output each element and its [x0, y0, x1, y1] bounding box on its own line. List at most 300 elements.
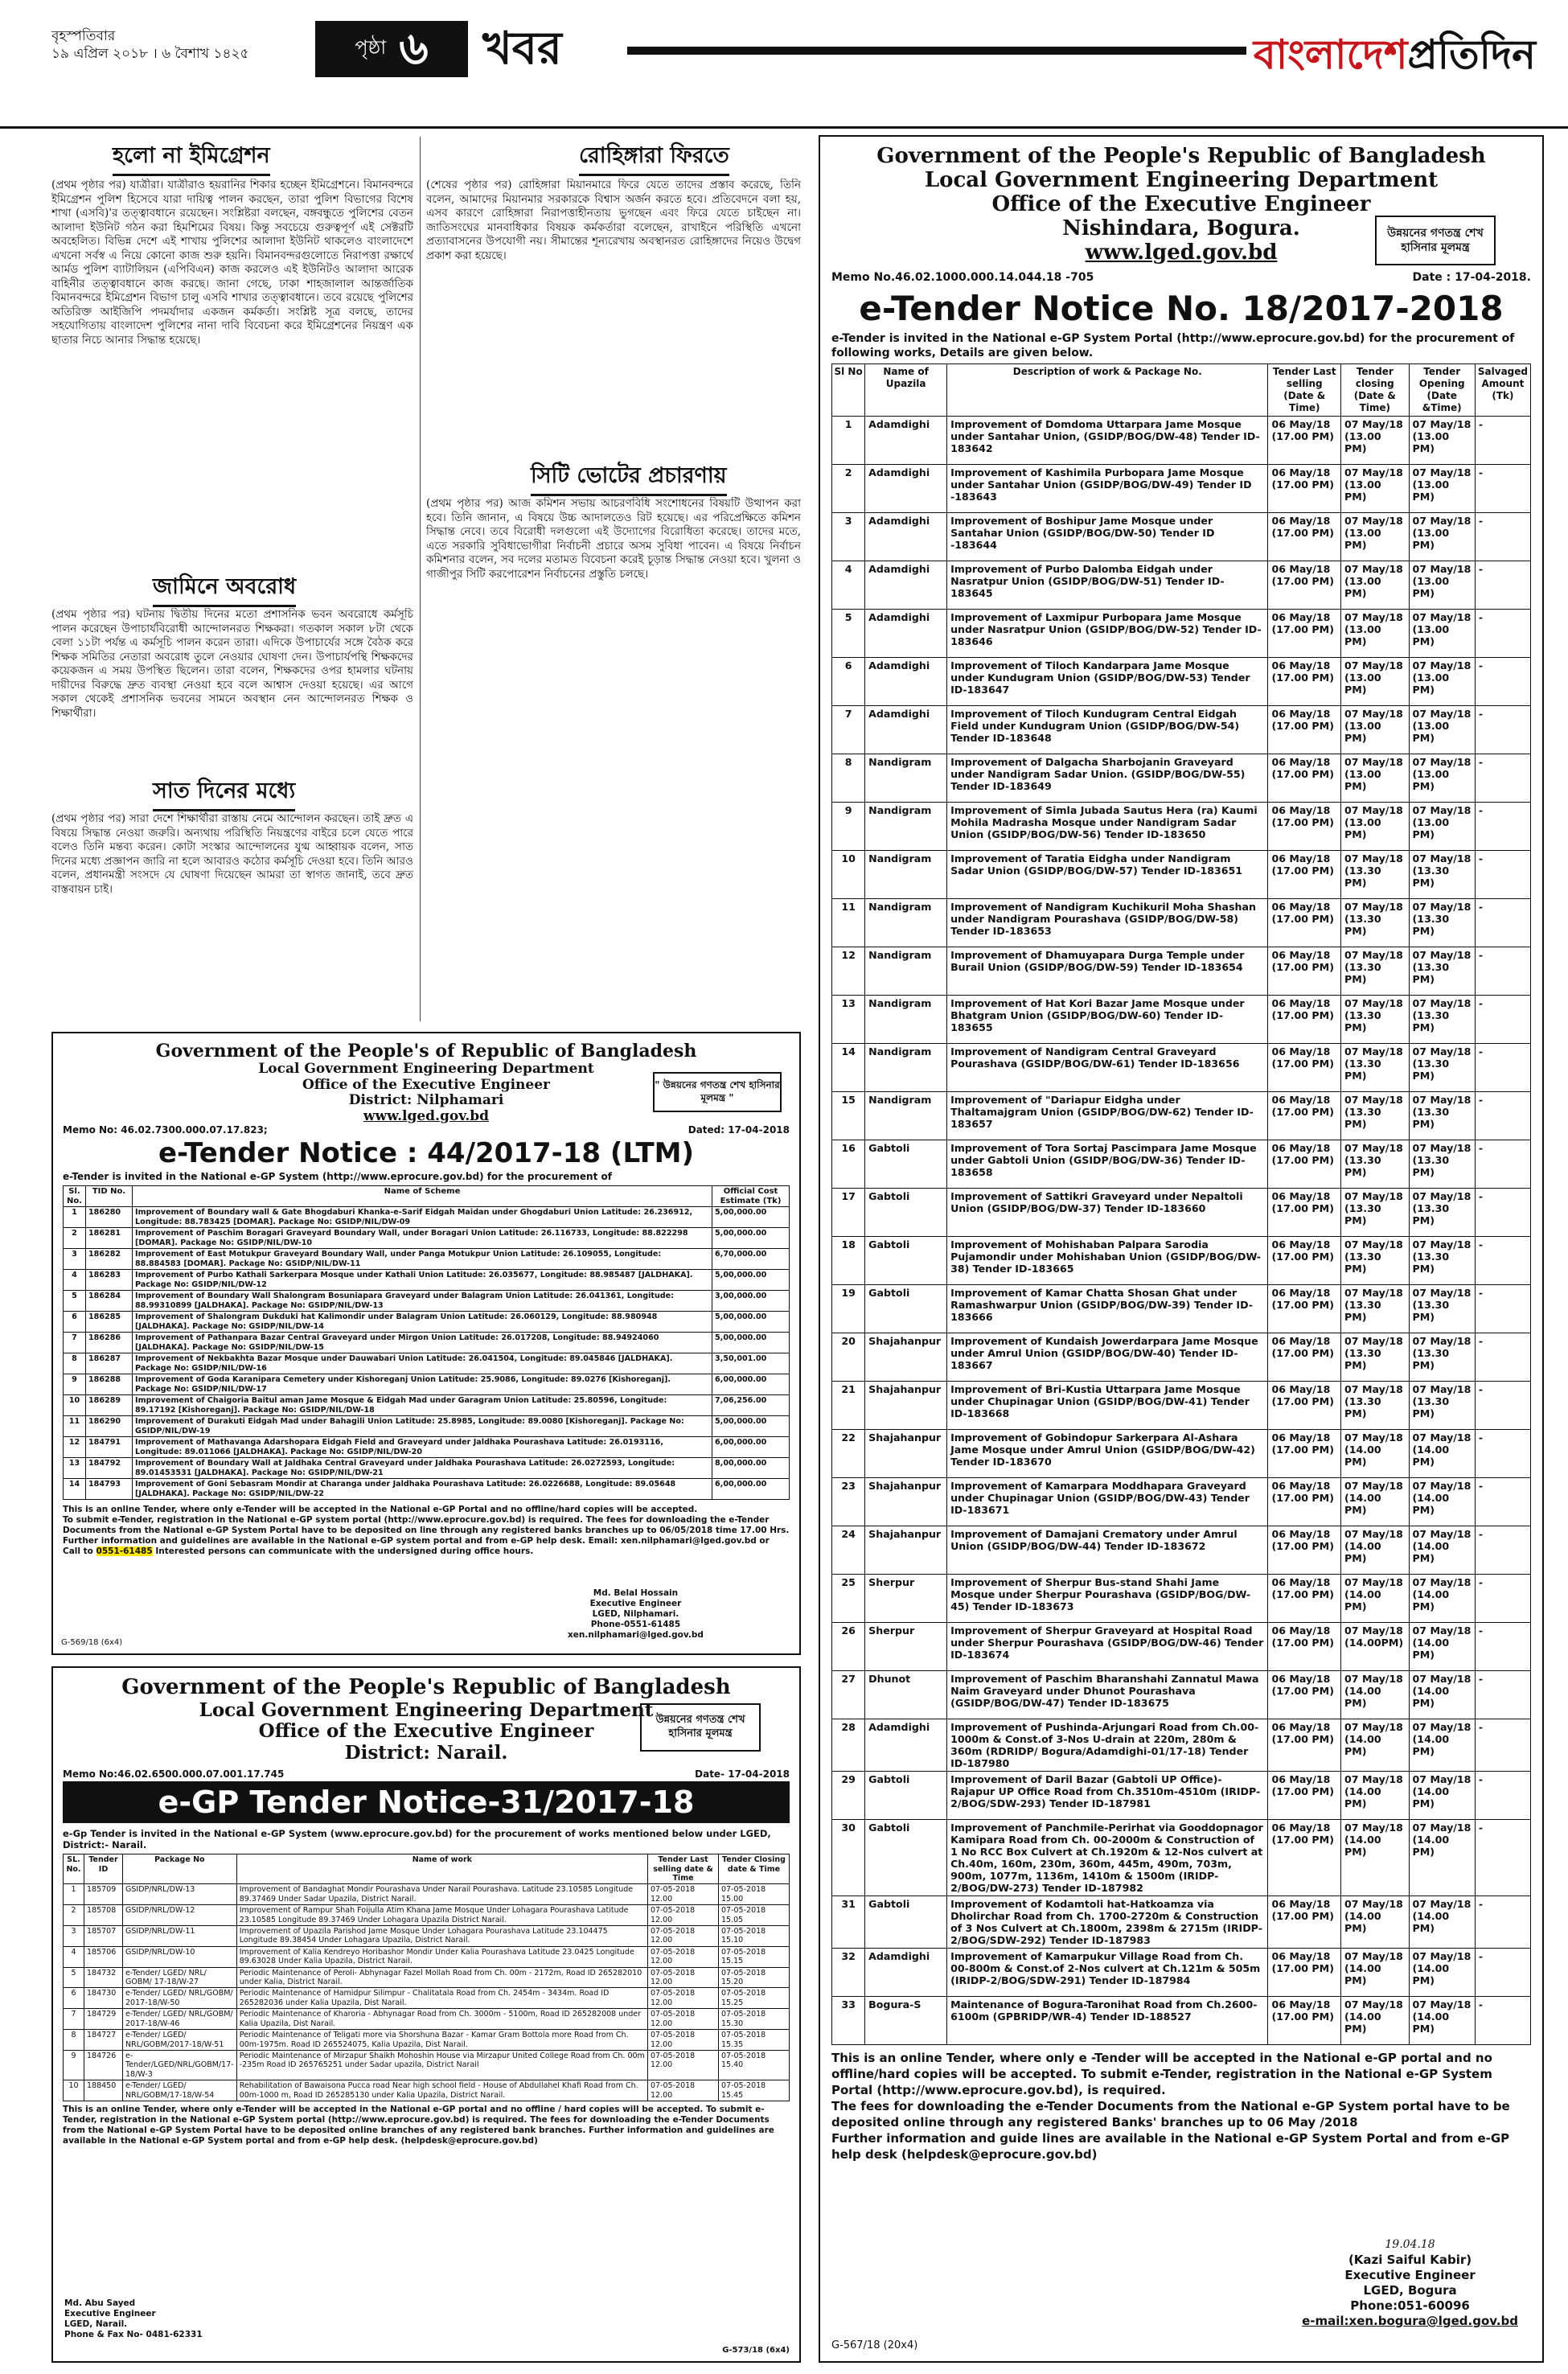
table-cell: 07 May/18 (13.00 PM): [1409, 561, 1475, 610]
table-cell: -: [1475, 947, 1530, 996]
table-cell: 07-05-2018 15.15: [719, 1946, 790, 1967]
table-cell: 06 May/18 (17.00 PM): [1268, 803, 1341, 851]
table-cell: 06 May/18 (17.00 PM): [1268, 1189, 1341, 1237]
signatory-title: Executive Engineer: [64, 2309, 156, 2319]
news-headline: জামিনে অবরোধ: [153, 573, 296, 607]
table-row: [832, 1285, 1531, 1333]
table-cell: 186290: [86, 1416, 133, 1437]
table-cell: Periodic Maintenance of Peroli- Abhynagar Fazel Mollah Road from Ch. 00m - 2172m, Road ID 265282010 under Kalia, District Narail.: [236, 1967, 647, 1988]
table-cell: 8: [64, 1353, 86, 1374]
table-row: [64, 1207, 790, 1228]
table-row: [64, 1884, 790, 1905]
table-row: [832, 658, 1531, 706]
table-cell: 5,00,000.00: [712, 1333, 790, 1353]
memo-date: Date : 17-04-2018.: [1412, 271, 1531, 285]
table-cell: 6,00,000.00: [712, 1437, 790, 1458]
table-cell: Improvement of Hat Kori Bazar Jame Mosque under Bhatgram Union (GSIDP/BOG/DW-60) Tender ID-183655: [947, 996, 1268, 1044]
table-cell: 07 May/18 (13.30 PM): [1409, 1140, 1475, 1189]
gov-line: Government of the People's Republic of Bangladesh: [876, 144, 1486, 168]
gov-line: Office of the Executive Engineer: [991, 191, 1371, 216]
table-cell: Improvement of "Dariapur Eidgha under Thaltamajgram Union (GSIDP/BOG/DW-62) Tender ID-183657: [947, 1092, 1268, 1140]
table-cell: 14: [832, 1044, 865, 1092]
table-cell: 07 May/18 (13.30 PM): [1341, 1285, 1410, 1333]
table-cell: 1: [64, 1207, 86, 1228]
table-cell: -: [1475, 1896, 1530, 1949]
news-headline: হলো না ইমিগ্রেশন: [113, 142, 270, 176]
gov-line: Government of the People's of Republic of Bangladesh: [155, 1041, 697, 1062]
table-row: [832, 1949, 1531, 1997]
table-cell: -: [1475, 1526, 1530, 1575]
table-body: [64, 1207, 790, 1500]
table-cell: 184726: [84, 2050, 123, 2080]
table-header-cell: Salvaged Amount (Tk): [1475, 364, 1530, 417]
notice-footer: [63, 1505, 790, 1557]
table-row: [64, 1333, 790, 1353]
table-cell: 07 May/18 (13.30 PM): [1409, 1237, 1475, 1285]
table-cell: 06 May/18 (17.00 PM): [1268, 1140, 1341, 1189]
table-row: [64, 2050, 790, 2080]
table-cell: Improvement of Mohishaban Palpara Sarodia Pujamondir under Mohishaban Union (GSIDP/BOG/DW-38) Tender ID-183665: [947, 1237, 1268, 1285]
signatory-email[interactable]: xen.nilphamari@lged.gov.bd: [568, 1630, 704, 1640]
table-cell: 10: [64, 2080, 84, 2101]
table-cell: 186288: [86, 1374, 133, 1395]
table-cell: 186281: [86, 1228, 133, 1249]
table-body: [832, 417, 1531, 2045]
table-cell: Gabtoli: [865, 1237, 947, 1285]
table-cell: 06 May/18 (17.00 PM): [1268, 1949, 1341, 1997]
table-cell: 3,00,000.00: [712, 1291, 790, 1312]
table-cell: -: [1475, 706, 1530, 754]
table-cell: 07 May/18 (14.00 PM): [1409, 1820, 1475, 1896]
table-cell: GSIDP/NRL/DW-13: [123, 1884, 237, 1905]
memo-row: [831, 271, 1531, 284]
table-cell: -: [1475, 803, 1530, 851]
table-cell: 13: [64, 1458, 86, 1479]
table-cell: 06 May/18 (17.00 PM): [1268, 1092, 1341, 1140]
table-cell: Periodic Maintenance of Mirzapur Shaikh Mohoshin House via Mirzapur United College Road from Ch. 00m -235m Road ID 265765251 under Sadar upazila, District Narail: [236, 2050, 647, 2080]
ad-code: G-569/18 (6x4): [61, 1638, 123, 1647]
table-cell: 07 May/18 (13.30 PM): [1341, 1237, 1410, 1285]
table-cell: -: [1475, 1140, 1530, 1189]
table-cell: Improvement of Kashimila Purbopara Jame Mosque under Santahar Union (GSIDP/BOG/DW-49) Tender ID -183643: [947, 465, 1268, 513]
memo-number: Memo No.46.02.1000.000.14.044.18 -705: [831, 271, 1094, 285]
table-cell: 07-05-2018 12.00: [648, 1967, 719, 1988]
table-cell: Sherpur: [865, 1623, 947, 1671]
table-cell: 5,00,000.00: [712, 1270, 790, 1291]
table-cell: 186280: [86, 1207, 133, 1228]
memo-date: Date- 17-04-2018: [695, 1768, 790, 1780]
table-cell: 07 May/18 (13.00 PM): [1409, 803, 1475, 851]
news-article-body: (শেষের পৃষ্ঠার পর) রোহিঙ্গারা মিয়ানমারে ফিরে যেতে তাদের প্রস্তাব করেছে, তিনি বলেন, আমাদের মিয়ানমার সরকারকে বিশ্বাস অর্জন করতে হবে। প্রতিবেদনে বলা হয়, এসব কারণে রোহিঙ্গারা নিরাপত্তাহীনতায় ভুগছেন এবং ফিরে যেতে চাইছেন না। জাতিসংঘের মানবাধিকার বিষয়ক কর্মকর্তারা বলেছেন, রাখাইনে পরিস্থিতি এখনো প্রত্যাবাসনের উপযোগী নয়। সীমান্তের শূন্যরেখায় অবস্থানরত রোহিঙ্গাদের নিয়েও উদ্বেগ প্রকাশ করা হয়েছে।: [426, 179, 801, 262]
table-cell: Adamdighi: [865, 658, 947, 706]
table-cell: GSIDP/NRL/DW-11: [123, 1926, 237, 1947]
footer-text: This is an online Tender, where only e-Tender will be accepted in the National e-GP Portal and no offline/hard copies will be accepted.: [63, 1505, 698, 1515]
table-row: [832, 610, 1531, 658]
table-cell: 3,50,001.00: [712, 1353, 790, 1374]
page-label: পৃষ্ঠা: [355, 36, 387, 59]
table-cell: Improvement of Dhamuyapara Durga Temple under Burail Union (GSIDP/BOG/DW-59) Tender ID-183654: [947, 947, 1268, 996]
table-cell: 9: [64, 2050, 84, 2080]
table-cell: 29: [832, 1772, 865, 1820]
table-cell: 06 May/18 (17.00 PM): [1268, 610, 1341, 658]
signatory-phone: Phone & Fax No- 0481-62331: [64, 2330, 203, 2339]
table-cell: 07-05-2018 12.00: [648, 1884, 719, 1905]
table-cell: 18: [832, 1237, 865, 1285]
table-cell: Improvement of Panchmile-Perirhat via Gooddopnagor Kamipara Road from Ch. 00-2000m & Construction of 1 No RCC Box Culvert at Ch.1920m & 12-Nos culvert at Ch.40m, 160m, 230m, 360m, 445m, 490m, 703m, 900m, 1077m, 1136m, 1410m & 1500m (IRIDP-2/BOG/DW-273) Tender ID-187982: [947, 1820, 1268, 1896]
table-row: [832, 706, 1531, 754]
table-cell: 06 May/18 (17.00 PM): [1268, 996, 1341, 1044]
table-cell: Improvement of Bandaghat Mondir Pourashava Under Narail Pourashava. Latitude 23.10585 Longitude 89.37469 Under Sadar Upazila, District Narail.: [236, 1884, 647, 1905]
table-cell: Nandigram: [865, 754, 947, 803]
slogan-logo-box: উন্নয়নের গণতন্ত্র শেখ হাসিনার মূলমন্ত্র: [1375, 216, 1496, 265]
table-row: [64, 1312, 790, 1333]
table-cell: Improvement of Kundaish Jowerdarpara Jame Mosque under Amrul Union (GSIDP/BOG/DW-40) Tender ID-183667: [947, 1333, 1268, 1382]
signatory-name: Md. Abu Sayed: [64, 2298, 136, 2308]
table-cell: 07 May/18 (13.30 PM): [1341, 996, 1410, 1044]
table-cell: Improvement of Tiloch Kundugram Central Eidgah Field under Kundugram Union (GSIDP/BOG/DW-54) Tender ID-183648: [947, 706, 1268, 754]
notice-title: e-Tender Notice No. 18/2017-2018: [859, 289, 1504, 329]
table-cell: -: [1475, 658, 1530, 706]
signatory-office: LGED, Bogura: [1363, 2283, 1457, 2298]
table-cell: -: [1475, 851, 1530, 899]
gov-line: Government of the People's Republic of Bangladesh: [121, 1675, 731, 1699]
table-cell: Improvement of East Motukpur Graveyard Boundary Wall, under Panga Motukpur Union Latitude: 26.109055, Longitude: 88.884583 [DOMAR]. Package No: GSIDP/NIL/DW-11: [133, 1249, 712, 1270]
table-row: [64, 1458, 790, 1479]
weekday: বৃহস্পতিবার: [51, 28, 116, 44]
table-cell: Improvement of Kodamtoli hat-Hatkoamza via Dholirchar Road from Ch. 1700-2720m & Construction of 3 Nos Culvert at Ch.1800m, 2398m & 2715m (IRIDP-2/BOG/SDW-292) Tender ID-187983: [947, 1896, 1268, 1949]
table-cell: Shajahanpur: [865, 1333, 947, 1382]
table-cell: Improvement of Nekbakhta Bazar Mosque under Dauwabari Union Latitude: 26.041504, Longitude: 89.045846 [JALDHAKA]. Package No: GSIDP/NIL/DW-16: [133, 1353, 712, 1374]
table-cell: 25: [832, 1575, 865, 1623]
table-cell: Improvement of Bri-Kustia Uttarpara Jame Mosque under Chupinagar Union (GSIDP/BOG/DW-41) Tender ID-183668: [947, 1382, 1268, 1430]
table-cell: 5,00,000.00: [712, 1207, 790, 1228]
table-row: [832, 996, 1531, 1044]
table-cell: Improvement of Pushinda-Arjungari Road from Ch.00-1000m & Const.of 3-Nos U-drain at 220m, 280m & 360m (RDRIDP/ Bogura/Adamdighi-01/17-18) Tender ID-187980: [947, 1719, 1268, 1772]
table-cell: 07 May/18 (14.00 PM): [1341, 1719, 1410, 1772]
footer-text: To submit e-Tender, registration in the National e-GP system portal (http://www.eprocure.gov.bd) is required. The fees for downloading the e-Tender Documents from the National e-GP System Portal have to be deposited on line through any registered banks branches up to 06/05/2018 time 17.00 Hrs.: [63, 1515, 790, 1536]
table-cell: 07 May/18 (13.00 PM): [1409, 658, 1475, 706]
table-cell: Improvement of Sherpur Graveyard at Hospital Road under Sherpur Pourashava (GSIDP/BOG/DW-46) Tender ID-183674: [947, 1623, 1268, 1671]
table-cell: Improvement of Gobindopur Sarkerpara Al-Ashara Jame Mosque under Amrul Union (GSIDP/BOG/DW-42) Tender ID-183670: [947, 1430, 1268, 1478]
table-cell: 186286: [86, 1333, 133, 1353]
table-cell: 15: [832, 1092, 865, 1140]
table-cell: 184791: [86, 1437, 133, 1458]
table-cell: 8: [64, 2030, 84, 2051]
table-row: [832, 1719, 1531, 1772]
table-cell: Improvement of Purbo Dalomba Eidgah under Nasratpur Union (GSIDP/BOG/DW-51) Tender ID-183645: [947, 561, 1268, 610]
table-cell: 07-05-2018 12.00: [648, 2009, 719, 2030]
table-row: [64, 1967, 790, 1988]
table-cell: Improvement of Paschim Boragari Graveyard Boundary Wall, under Boragari Union Latitude: 26.116733, Longitude: 88.822298 [DOMAR]. Package No: GSIDP/NIL/DW-10: [133, 1228, 712, 1249]
table-cell: 1: [832, 417, 865, 465]
table-cell: 07 May/18 (14.00 PM): [1341, 1949, 1410, 1997]
news-headline: সাত দিনের মধ্যে: [153, 777, 295, 811]
table-row: [64, 1374, 790, 1395]
brand-part-2: প্রতিদিন: [1407, 31, 1536, 78]
table-header-cell: TID No.: [86, 1186, 133, 1207]
table-cell: 186285: [86, 1312, 133, 1333]
table-cell: 06 May/18 (17.00 PM): [1268, 1623, 1341, 1671]
website-link[interactable]: www.lged.gov.bd: [1085, 240, 1278, 265]
table-cell: 6,00,000.00: [712, 1479, 790, 1500]
gov-line: District: Nilphamari: [348, 1092, 504, 1109]
table-header-cell: Tender Closing date & Time: [719, 1854, 790, 1884]
tender-table: [831, 363, 1531, 2045]
table-row: [832, 561, 1531, 610]
table-cell: Periodic Maintenance of Hamidpur Silimpur - Chalitatala Road from Ch. 2454m - 3434m. Road ID 265282036 under Kalia Upazila, Dist Narail.: [236, 1988, 647, 2009]
table-cell: Periodic Maintenance of Teligati more via Shorshuna Bazar - Kamar Gram Bottola more Road from Ch. 00m-1975m. Road ID 265524075, Kalia Upazila, Dist Narail.: [236, 2030, 647, 2051]
table-cell: 07 May/18 (14.00 PM): [1409, 1772, 1475, 1820]
table-cell: 06 May/18 (17.00 PM): [1268, 1575, 1341, 1623]
table-cell: Improvement of Goda Karanipara Cemetery under Kishoreganj Union Latitude: 25.9086, Longitude: 89.0276 [Kishoreganj]. Package No: GSIDP/NIL/DW-17: [133, 1374, 712, 1395]
table-cell: Shajahanpur: [865, 1430, 947, 1478]
table-cell: 06 May/18 (17.00 PM): [1268, 1237, 1341, 1285]
table-cell: 7: [64, 2009, 84, 2030]
signatory-name: Md. Belal Hossain: [593, 1588, 679, 1598]
table-cell: 07 May/18 (13.30 PM): [1341, 1092, 1410, 1140]
table-cell: 185708: [84, 1905, 123, 1926]
table-cell: 07 May/18 (13.30 PM): [1409, 1189, 1475, 1237]
ad-code: G-573/18 (6x4): [722, 2346, 790, 2355]
table-cell: 07 May/18 (14.00 PM): [1341, 1772, 1410, 1820]
table-cell: 07 May/18 (13.30 PM): [1409, 1382, 1475, 1430]
table-cell: 07 May/18 (14.00 PM): [1409, 1430, 1475, 1478]
website-link[interactable]: www.lged.gov.bd: [363, 1107, 490, 1124]
table-cell: 06 May/18 (17.00 PM): [1268, 706, 1341, 754]
table-cell: 07 May/18 (13.30 PM): [1409, 996, 1475, 1044]
table-cell: Adamdighi: [865, 610, 947, 658]
table-row: [832, 513, 1531, 561]
table-cell: -: [1475, 1382, 1530, 1430]
table-cell: 23: [832, 1478, 865, 1526]
table-header-cell: Name of work: [236, 1854, 647, 1884]
table-cell: 06 May/18 (17.00 PM): [1268, 1285, 1341, 1333]
table-cell: 5,00,000.00: [712, 1416, 790, 1437]
table-row: [832, 417, 1531, 465]
table-cell: 07 May/18 (13.00 PM): [1341, 754, 1410, 803]
slogan-logo-box: " উন্নয়নের গণতন্ত্র শেখ হাসিনার মূলমন্ত্র ": [653, 1072, 782, 1112]
issue-date: [51, 27, 249, 63]
table-cell: 06 May/18 (17.00 PM): [1268, 1526, 1341, 1575]
table-cell: 06 May/18 (17.00 PM): [1268, 851, 1341, 899]
table-cell: Improvement of Nandigram Central Graveyard Pourashava (GSIDP/BOG/DW-61) Tender ID-183656: [947, 1044, 1268, 1092]
signatory-email[interactable]: e-mail:xen.bogura@lged.gov.bd: [1302, 2314, 1518, 2328]
table-cell: 06 May/18 (17.00 PM): [1268, 1382, 1341, 1430]
table-cell: Adamdighi: [865, 561, 947, 610]
table-cell: Bogura-S: [865, 1997, 947, 2045]
notice-intro: e-Tender is invited in the National e-GP System Portal (http://www.eprocure.gov.bd) for the procurement of following works, Details are given below.: [831, 332, 1515, 360]
table-header-cell: Sl No: [832, 364, 865, 417]
table-cell: Improvement of Boundary Wall Shalongram Bosuniapara Graveyard under Balagram Union Latitude: 26.041361, Longitude: 88.99310899 [JALDHAKA]. Package No: GSIDP/NIL/DW-13: [133, 1291, 712, 1312]
table-cell: 5: [832, 610, 865, 658]
table-cell: 11: [64, 1416, 86, 1437]
table-header-row: [832, 364, 1531, 417]
table-cell: 07 May/18 (14.00 PM): [1341, 1997, 1410, 2045]
table-cell: 07 May/18 (13.00 PM): [1341, 658, 1410, 706]
table-cell: 8: [832, 754, 865, 803]
table-cell: 1: [64, 1884, 84, 1905]
table-header-cell: Tender Last selling date & Time: [648, 1854, 719, 1884]
table-cell: -: [1475, 610, 1530, 658]
table-cell: 6,00,000.00: [712, 1374, 790, 1395]
table-cell: -: [1475, 1671, 1530, 1719]
table-cell: 07 May/18 (14.00 PM): [1341, 1526, 1410, 1575]
table-row: [64, 2030, 790, 2051]
table-cell: 07 May/18 (14.00PM): [1341, 1623, 1410, 1671]
table-row: [832, 851, 1531, 899]
table-cell: Improvement of Boundary Wall at Jaldhaka Central Graveyard under Jaldhaka Pourashava Latitude: 26.0272593, Longitude: 89.01453531 [JALDHAKA]. Package No: GSIDP/NIL/DW-21: [133, 1458, 712, 1479]
table-cell: 22: [832, 1430, 865, 1478]
table-cell: 07 May/18 (13.30 PM): [1341, 947, 1410, 996]
table-cell: 07 May/18 (14.00 PM): [1409, 1896, 1475, 1949]
table-cell: Improvement of Nandigram Kuchikuril Moha Shashan under Nandigram Pourashava (GSIDP/BOG/DW-58) Tender ID-183653: [947, 899, 1268, 947]
table-cell: -: [1475, 1189, 1530, 1237]
table-cell: 07 May/18 (14.00 PM): [1409, 1997, 1475, 2045]
table-cell: -: [1475, 465, 1530, 513]
table-cell: e-Tender/ LGED/ NRL/GOBM/17-18/W-54: [123, 2080, 237, 2101]
table-row: [64, 1905, 790, 1926]
table-cell: Nandigram: [865, 1044, 947, 1092]
table-cell: 24: [832, 1526, 865, 1575]
gov-line: Local Government Engineering Department: [199, 1698, 654, 1721]
table-cell: 7,06,256.00: [712, 1395, 790, 1416]
table-cell: Improvement of Goni Sebasram Mondir at Charanga under Jaldhaka Pourashava Latitude: 26.0226688, Longitude: 89.05648 [JALDHAKA]. Package No: GSIDP/NIL/DW-22: [133, 1479, 712, 1500]
notice-footer: [63, 2105, 790, 2146]
table-row: [832, 1189, 1531, 1237]
table-cell: 07 May/18 (13.00 PM): [1341, 610, 1410, 658]
table-cell: 185709: [84, 1884, 123, 1905]
table-cell: 186282: [86, 1249, 133, 1270]
table-cell: 5: [64, 1967, 84, 1988]
table-cell: Improvement of Tiloch Kandarpara Jame Mosque under Kundugram Union (GSIDP/BOG/DW-53) Tender ID-183647: [947, 658, 1268, 706]
table-header-cell: Description of work & Package No.: [947, 364, 1268, 417]
footer-text: The fees for downloading the e-Tender Documents from the National e-GP System portal have to be deposited online through any registered Banks' branches up to 06 May /2018: [831, 2099, 1510, 2130]
signatory-phone: Phone-0551-61485: [590, 1620, 681, 1629]
gov-line: Office of the Executive Engineer: [258, 1720, 594, 1743]
table-cell: 07 May/18 (13.00 PM): [1341, 465, 1410, 513]
table-cell: 185707: [84, 1926, 123, 1947]
table-cell: Adamdighi: [865, 1949, 947, 1997]
gov-line: Office of the Executive Engineer: [302, 1076, 550, 1093]
table-row: [64, 1416, 790, 1437]
table-cell: 07 May/18 (13.30 PM): [1341, 1189, 1410, 1237]
table-header-row: [64, 1186, 790, 1207]
table-row: [64, 1228, 790, 1249]
table-cell: 07-05-2018 15.25: [719, 1988, 790, 2009]
table-row: [832, 754, 1531, 803]
table-cell: 07-05-2018 15.00: [719, 1884, 790, 1905]
table-cell: 185706: [84, 1946, 123, 1967]
table-cell: -: [1475, 1430, 1530, 1478]
table-cell: 3: [832, 513, 865, 561]
signature-mark: 19.04.18: [1385, 2238, 1435, 2251]
table-cell: 9: [832, 803, 865, 851]
table-cell: Nandigram: [865, 851, 947, 899]
table-cell: 07 May/18 (13.30 PM): [1341, 1140, 1410, 1189]
table-cell: Maintenance of Bogura-Taronihat Road from Ch.2600-6100m (GPBRIDP/WR-4) Tender ID-188527: [947, 1997, 1268, 2045]
table-cell: 07 May/18 (13.30 PM): [1409, 1044, 1475, 1092]
table-cell: 26: [832, 1623, 865, 1671]
table-row: [64, 2009, 790, 2030]
column-divider: [420, 137, 421, 1021]
table-cell: 07 May/18 (13.30 PM): [1341, 1382, 1410, 1430]
table-row: [832, 947, 1531, 996]
table-header-cell: Tender Opening (Date &Time): [1409, 364, 1475, 417]
table-cell: 07 May/18 (13.30 PM): [1341, 899, 1410, 947]
table-cell: 07-05-2018 15.10: [719, 1926, 790, 1947]
table-cell: -: [1475, 1237, 1530, 1285]
table-cell: 07 May/18 (14.00 PM): [1341, 1430, 1410, 1478]
table-cell: Improvement of Domdoma Uttarpara Jame Mosque under Santahar Union, (GSIDP/BOG/DW-48) Tender ID-183642: [947, 417, 1268, 465]
table-row: [64, 1291, 790, 1312]
table-row: [832, 1997, 1531, 2045]
table-cell: 07 May/18 (14.00 PM): [1341, 1575, 1410, 1623]
table-cell: 07 May/18 (13.30 PM): [1409, 1285, 1475, 1333]
table-cell: 5,00,000.00: [712, 1312, 790, 1333]
table-cell: 4: [64, 1270, 86, 1291]
table-cell: 16: [832, 1140, 865, 1189]
page-number: ৬: [399, 23, 429, 75]
signature-block: [568, 1588, 704, 1641]
table-cell: e-Tender/LGED/NRL/GOBM/17-18/W-3: [123, 2050, 237, 2080]
table-cell: 07 May/18 (14.00 PM): [1409, 1575, 1475, 1623]
table-cell: 28: [832, 1719, 865, 1772]
memo-date: Dated: 17-04-2018: [688, 1124, 790, 1136]
table-row: [64, 1988, 790, 2009]
table-cell: Gabtoli: [865, 1285, 947, 1333]
table-row: [64, 1437, 790, 1458]
table-cell: 4: [832, 561, 865, 610]
table-cell: -: [1475, 1772, 1530, 1820]
table-cell: -: [1475, 1949, 1530, 1997]
table-cell: 06 May/18 (17.00 PM): [1268, 1430, 1341, 1478]
table-row: [832, 1092, 1531, 1140]
table-cell: 3: [64, 1249, 86, 1270]
table-row: [832, 1478, 1531, 1526]
table-cell: e-Tender/ LGED/ NRL/GOBM/ 2017-18/W-46: [123, 2009, 237, 2030]
news-headline: সিটি ভোটের প্রচারণায়: [531, 462, 727, 496]
signatory-title: Executive Engineer: [1344, 2268, 1476, 2282]
table-cell: Improvement of Paschim Bharanshahi Zannatul Mawa Naim Graveyard under Dhunot Pourashava (GSIDP/BOG/DW-47) Tender ID-183675: [947, 1671, 1268, 1719]
table-header-cell: Official Cost Estimate (Tk): [712, 1186, 790, 1207]
table-row: [64, 1270, 790, 1291]
table-cell: Improvement of Boshipur Jame Mosque under Santahar Union (GSIDP/BOG/DW-50) Tender ID -183644: [947, 513, 1268, 561]
table-cell: Improvement of Chaigoria Baitul aman Jame Mosque & Eidgah Mad under Garagram Union Latitude: 25.80596, Longitude: 89.17192 [Kishoreganj]. Package No: GSIDP/NIL/DW-18: [133, 1395, 712, 1416]
table-cell: 21: [832, 1382, 865, 1430]
table-row: [832, 899, 1531, 947]
table-cell: 6: [64, 1988, 84, 2009]
table-cell: 10: [64, 1395, 86, 1416]
table-cell: 6,70,000.00: [712, 1249, 790, 1270]
table-cell: 07 May/18 (13.00 PM): [1409, 754, 1475, 803]
gov-line: District: Narail.: [344, 1741, 508, 1764]
masthead: [0, 0, 1568, 129]
table-cell: 07-05-2018 12.00: [648, 1926, 719, 1947]
table-cell: Nandigram: [865, 803, 947, 851]
table-body: [64, 1884, 790, 2101]
news-article-body: (প্রথম পৃষ্ঠার পর) ঘটনায় দ্বিতীয় দিনের মতো প্রশাসনিক ভবন অবরোধে কর্মসূচি পালন করেছেন উপাচার্যবিরোধী আন্দোলনরত শিক্ষকরা। গতকাল সকাল ৮টা থেকে বেলা ১১টা পর্যন্ত এ কর্মসূচি পালন করেন তারা। এদিকে উপাচার্যের সঙ্গে বৈঠক করে শিক্ষক সমিতির নেতারা অবরোধ তুলে নেওয়ার ঘোষণা দেন। উপাচার্যপন্থি শিক্ষকদের কয়েকজন এ সময় উপস্থিত ছিলেন। তারা বলেন, শিক্ষকদের ওপর হামলার ঘটনায় দায়ীদের বিরুদ্ধে দ্রুত ব্যবস্থা নেওয়া হবে বলে আশ্বাস দেওয়া হয়েছে। এর আগে সকাল থেকেই প্রশাসনিক ভবনের সামনে অবস্থান নেন আন্দোলনরত শিক্ষক ও শিক্ষার্থীরা।: [51, 608, 413, 720]
table-cell: Shajahanpur: [865, 1382, 947, 1430]
table-cell: 07 May/18 (13.00 PM): [1341, 561, 1410, 610]
table-cell: 7: [832, 706, 865, 754]
slogan-logo-box: উন্নয়নের গণতন্ত্র শেখ হাসিনার মূলমন্ত্র: [640, 1703, 761, 1752]
table-cell: 06 May/18 (17.00 PM): [1268, 1333, 1341, 1382]
table-cell: 06 May/18 (17.00 PM): [1268, 899, 1341, 947]
table-cell: 30: [832, 1820, 865, 1896]
table-row: [832, 1575, 1531, 1623]
table-cell: Rehabilitation of Bawaisona Pucca road Near high school field - House of Abdullahel Khafi Road from Ch. 00m-1000 m, Road ID 265285130 under Kalia Upazila, District Narail.: [236, 2080, 647, 2101]
table-cell: Improvement of Mathavanga Adarshopara Eidgah Field and Graveyard under Jaldhaka Pourashava Latitude: 26.0193116, Longitude: 89.011066 [JALDHAKA]. Package No: GSIDP/NIL/DW-20: [133, 1437, 712, 1458]
